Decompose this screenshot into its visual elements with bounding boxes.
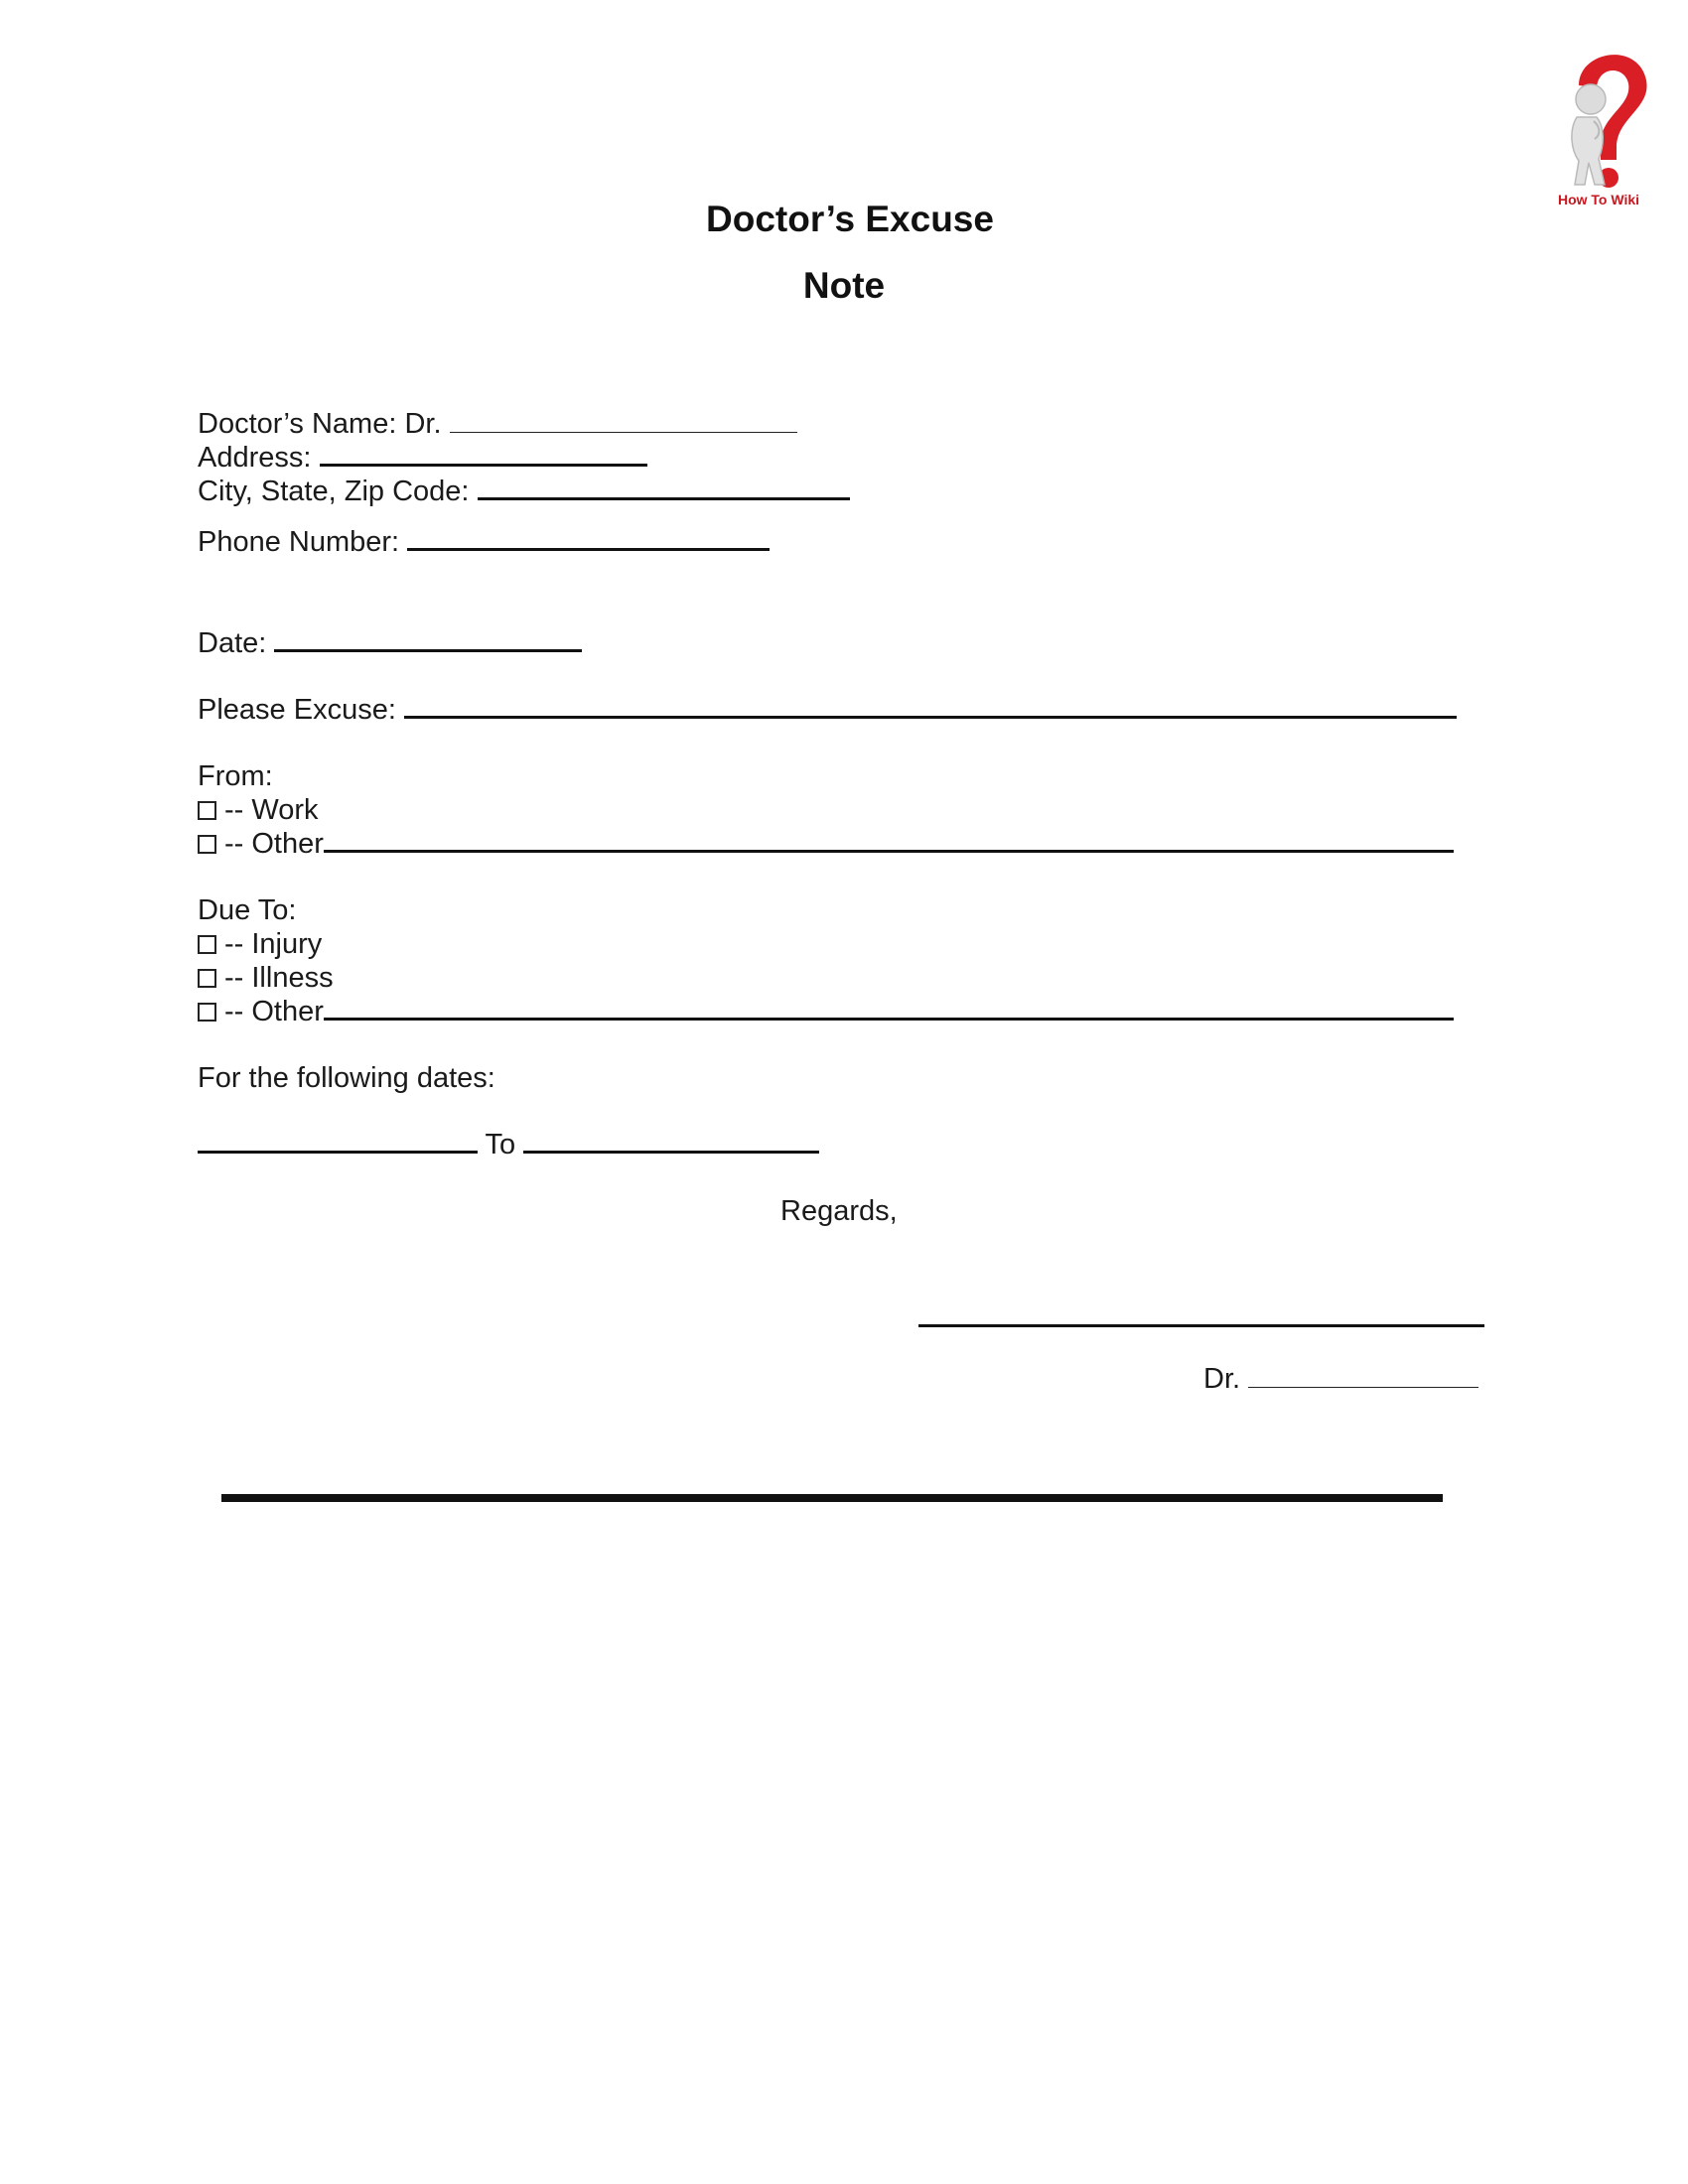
from-other-checkbox[interactable] bbox=[198, 835, 216, 854]
doctor-name-label: Doctor’s Name: Dr. bbox=[198, 408, 442, 440]
phone-row bbox=[198, 525, 770, 559]
question-mark-figure-icon bbox=[1539, 36, 1658, 195]
bottom-divider bbox=[221, 1494, 1443, 1502]
due-to-option-other bbox=[198, 995, 1454, 1028]
phone-field[interactable] bbox=[407, 548, 770, 551]
work-option-label: -- Work bbox=[224, 794, 319, 826]
due-to-other-option-label: -- Other bbox=[224, 996, 324, 1027]
doctor-printed-name-field[interactable] bbox=[1248, 1387, 1478, 1388]
city-state-zip-row bbox=[198, 475, 850, 508]
address-label: Address: bbox=[198, 442, 312, 474]
page-title: Doctor’s Excuse bbox=[706, 199, 994, 239]
excuse-name-field[interactable] bbox=[404, 716, 1457, 719]
injury-checkbox[interactable] bbox=[198, 935, 216, 954]
date-range-row bbox=[198, 1128, 819, 1161]
date-label: Date: bbox=[198, 627, 267, 659]
due-to-heading: Due To: bbox=[198, 894, 297, 926]
from-other-option-label: -- Other bbox=[224, 828, 324, 860]
from-other-field[interactable] bbox=[324, 850, 1454, 853]
excuse-row bbox=[198, 693, 1457, 727]
injury-option-label: -- Injury bbox=[224, 928, 323, 960]
from-option-work bbox=[198, 793, 319, 827]
doctor-name-row bbox=[198, 407, 797, 441]
date-row bbox=[198, 626, 582, 660]
due-to-other-field[interactable] bbox=[324, 1018, 1454, 1021]
end-date-field[interactable] bbox=[523, 1151, 819, 1154]
city-state-zip-label: City, State, Zip Code: bbox=[198, 476, 470, 507]
city-state-zip-field[interactable] bbox=[478, 497, 850, 500]
page-subtitle: Note bbox=[802, 265, 886, 306]
logo-caption: How To Wiki bbox=[1557, 192, 1640, 207]
due-to-option-illness bbox=[198, 961, 334, 995]
illness-option-label: -- Illness bbox=[224, 962, 334, 994]
from-heading: From: bbox=[198, 760, 273, 792]
work-checkbox[interactable] bbox=[198, 801, 216, 820]
address-row bbox=[198, 441, 647, 475]
dates-label: For the following dates: bbox=[198, 1062, 495, 1094]
regards-text: Regards, bbox=[780, 1195, 898, 1227]
due-to-option-injury bbox=[198, 927, 322, 961]
signature-line[interactable] bbox=[918, 1324, 1484, 1327]
address-field[interactable] bbox=[320, 464, 647, 467]
to-label: To bbox=[485, 1129, 516, 1160]
date-field[interactable] bbox=[274, 649, 582, 652]
start-date-field[interactable] bbox=[198, 1151, 478, 1154]
signature-prefix: Dr. bbox=[1203, 1363, 1241, 1395]
excuse-label: Please Excuse: bbox=[198, 694, 396, 726]
how-to-wiki-logo bbox=[1539, 36, 1658, 214]
phone-label: Phone Number: bbox=[198, 526, 400, 558]
doctor-name-field[interactable] bbox=[450, 432, 797, 433]
due-to-other-checkbox[interactable] bbox=[198, 1003, 216, 1022]
from-option-other bbox=[198, 827, 1454, 861]
illness-checkbox[interactable] bbox=[198, 969, 216, 988]
doctor-signature-row bbox=[1203, 1362, 1478, 1396]
